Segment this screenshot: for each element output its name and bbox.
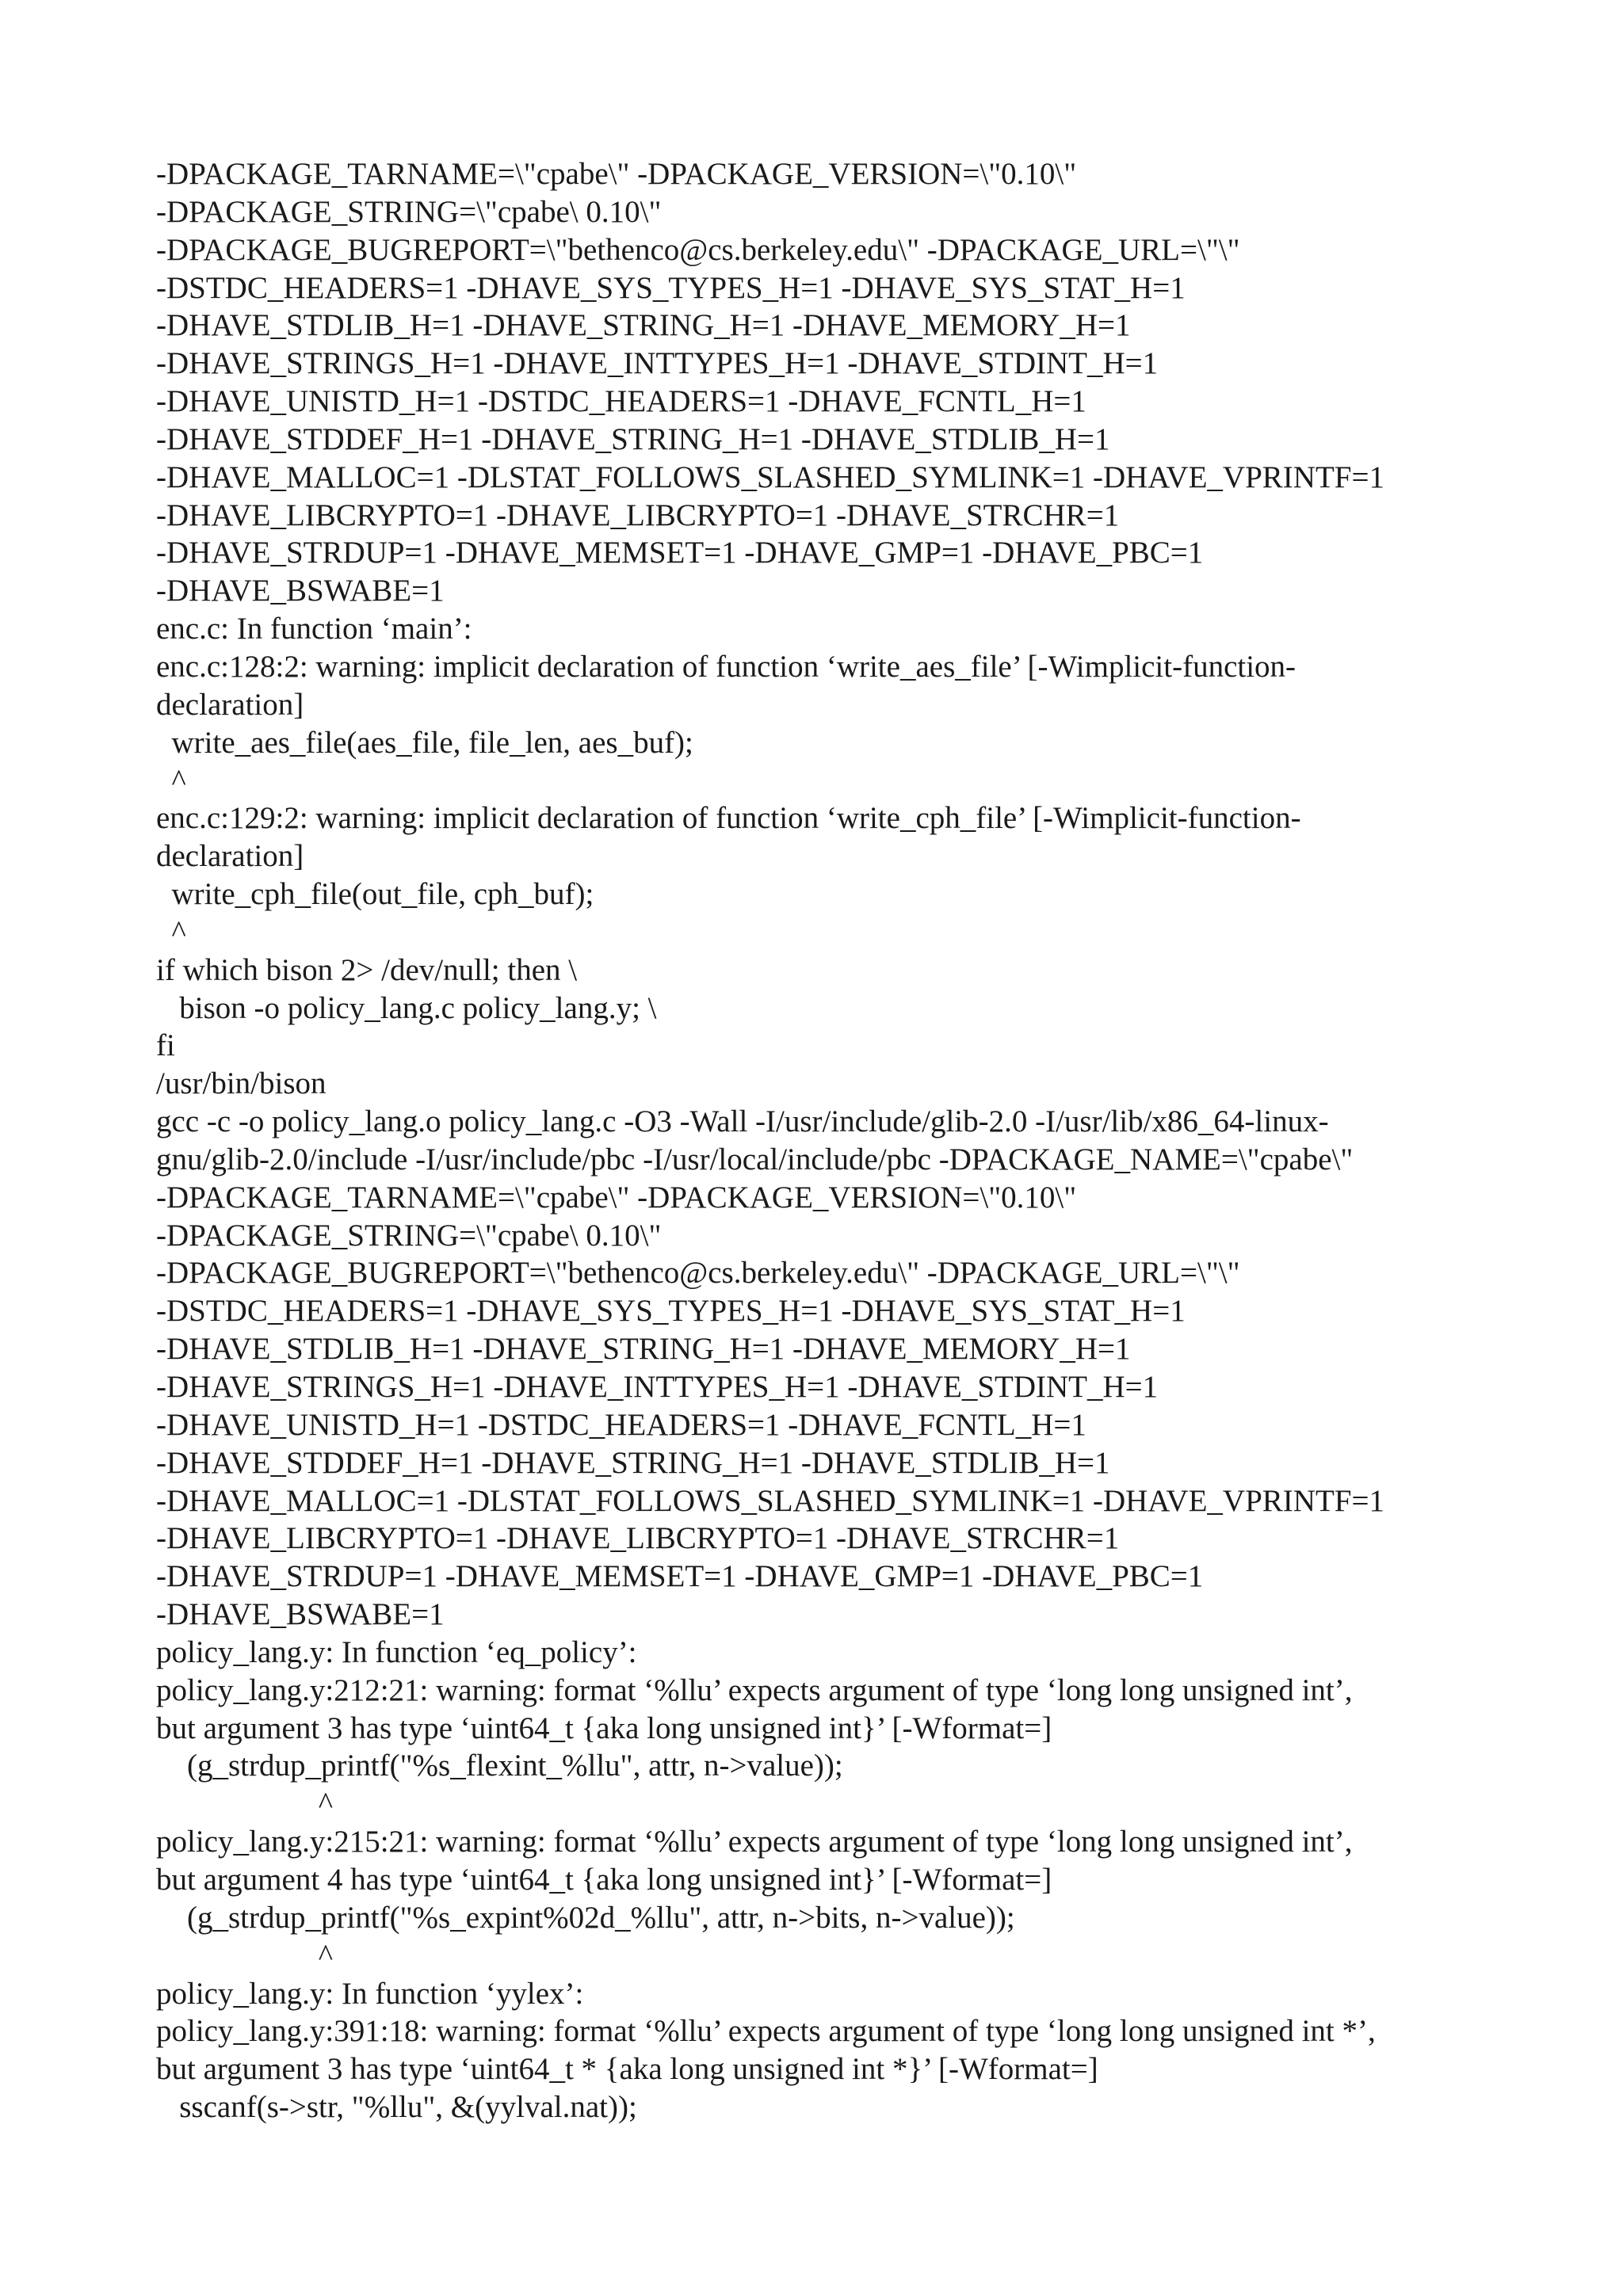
log-line: fi — [156, 1028, 175, 1063]
log-line: policy_lang.y: In function ‘yylex’: — [156, 1976, 584, 2011]
log-line: -DPACKAGE_TARNAME=\"cpabe\" -DPACKAGE_VERSION=\"0.10\" — [156, 1180, 1077, 1215]
log-line: declaration] — [156, 687, 304, 722]
log-line: -DHAVE_STDLIB_H=1 -DHAVE_STRING_H=1 -DHAVE_MEMORY_H=1 — [156, 308, 1131, 343]
log-line: policy_lang.y:215:21: warning: format ‘%llu’ expects argument of type ‘long long unsigned int’, — [156, 1825, 1353, 1859]
log-line: -DHAVE_LIBCRYPTO=1 -DHAVE_LIBCRYPTO=1 -DHAVE_STRCHR=1 — [156, 1521, 1120, 1556]
log-line: -DHAVE_STDDEF_H=1 -DHAVE_STRING_H=1 -DHAVE_STDLIB_H=1 — [156, 1445, 1110, 1480]
log-line: -DHAVE_UNISTD_H=1 -DSTDC_HEADERS=1 -DHAVE_FCNTL_H=1 — [156, 1407, 1086, 1442]
log-line: gcc -c -o policy_lang.o policy_lang.c -O3 -Wall -I/usr/include/glib-2.0 -I/usr/lib/x86_64-linux- — [156, 1104, 1329, 1139]
log-line: policy_lang.y: In function ‘eq_policy’: — [156, 1634, 637, 1669]
log-line: -DHAVE_STRINGS_H=1 -DHAVE_INTTYPES_H=1 -DHAVE_STDINT_H=1 — [156, 346, 1159, 381]
log-line: ^ — [156, 914, 186, 949]
log-line: -DSTDC_HEADERS=1 -DHAVE_SYS_TYPES_H=1 -DHAVE_SYS_STAT_H=1 — [156, 270, 1186, 305]
log-line: -DPACKAGE_TARNAME=\"cpabe\" -DPACKAGE_VERSION=\"0.10\" — [156, 157, 1077, 191]
log-line: -DHAVE_STDDEF_H=1 -DHAVE_STRING_H=1 -DHAVE_STDLIB_H=1 — [156, 421, 1110, 456]
log-line: -DPACKAGE_STRING=\"cpabe\ 0.10\" — [156, 194, 662, 229]
log-line: -DPACKAGE_STRING=\"cpabe\ 0.10\" — [156, 1218, 662, 1253]
log-line: enc.c:128:2: warning: implicit declaration of function ‘write_aes_file’ [-Wimplicit-function- — [156, 649, 1296, 684]
log-line: enc.c:129:2: warning: implicit declaration of function ‘write_cph_file’ [-Wimplicit-function- — [156, 801, 1301, 836]
log-line: policy_lang.y:212:21: warning: format ‘%llu’ expects argument of type ‘long long unsigned int’, — [156, 1672, 1353, 1707]
log-line: (g_strdup_printf("%s_flexint_%llu", attr, n->value)); — [156, 1749, 843, 1783]
log-line: -DHAVE_UNISTD_H=1 -DSTDC_HEADERS=1 -DHAVE_FCNTL_H=1 — [156, 384, 1086, 419]
log-line: policy_lang.y:391:18: warning: format ‘%llu’ expects argument of type ‘long long unsigned int *’, — [156, 2014, 1376, 2049]
log-line: if which bison 2> /dev/null; then \ — [156, 952, 578, 987]
log-line: -DHAVE_BSWABE=1 — [156, 574, 445, 608]
log-line: -DSTDC_HEADERS=1 -DHAVE_SYS_TYPES_H=1 -DHAVE_SYS_STAT_H=1 — [156, 1294, 1186, 1329]
log-line: enc.c: In function ‘main’: — [156, 612, 472, 646]
log-line: gnu/glib-2.0/include -I/usr/include/pbc -I/usr/local/include/pbc -DPACKAGE_NAME=\"cpabe\" — [156, 1142, 1354, 1177]
log-line: -DHAVE_MALLOC=1 -DLSTAT_FOLLOWS_SLASHED_SYMLINK=1 -DHAVE_VPRINTF=1 — [156, 460, 1384, 494]
log-line: -DPACKAGE_BUGREPORT=\"bethenco@cs.berkeley.edu\" -DPACKAGE_URL=\"\" — [156, 232, 1240, 267]
log-line: -DHAVE_STRDUP=1 -DHAVE_MEMSET=1 -DHAVE_GMP=1 -DHAVE_PBC=1 — [156, 1559, 1204, 1594]
log-line: declaration] — [156, 839, 304, 874]
log-line: -DHAVE_LIBCRYPTO=1 -DHAVE_LIBCRYPTO=1 -DHAVE_STRCHR=1 — [156, 498, 1120, 532]
log-line: but argument 3 has type ‘uint64_t {aka long unsigned int}’ [-Wformat=] — [156, 1711, 1052, 1745]
log-line: /usr/bin/bison — [156, 1066, 327, 1101]
log-line: -DHAVE_STRINGS_H=1 -DHAVE_INTTYPES_H=1 -DHAVE_STDINT_H=1 — [156, 1370, 1159, 1404]
log-line: -DHAVE_MALLOC=1 -DLSTAT_FOLLOWS_SLASHED_SYMLINK=1 -DHAVE_VPRINTF=1 — [156, 1483, 1384, 1518]
log-line: sscanf(s->str, "%llu", &(yylval.nat)); — [156, 2090, 637, 2125]
log-line: but argument 3 has type ‘uint64_t * {aka long unsigned int *}’ [-Wformat=] — [156, 2052, 1098, 2087]
log-line: -DPACKAGE_BUGREPORT=\"bethenco@cs.berkeley.edu\" -DPACKAGE_URL=\"\" — [156, 1256, 1240, 1291]
log-line: bison -o policy_lang.c policy_lang.y; \ — [156, 990, 657, 1025]
log-line: write_aes_file(aes_file, file_len, aes_buf); — [156, 725, 693, 760]
build-log-text — [156, 155, 1503, 2126]
log-line: -DHAVE_STDLIB_H=1 -DHAVE_STRING_H=1 -DHAVE_MEMORY_H=1 — [156, 1332, 1131, 1367]
log-line: (g_strdup_printf("%s_expint%02d_%llu", attr, n->bits, n->value)); — [156, 1900, 1015, 1935]
log-line: -DHAVE_BSWABE=1 — [156, 1597, 445, 1632]
log-line: but argument 4 has type ‘uint64_t {aka long unsigned int}’ [-Wformat=] — [156, 1862, 1052, 1897]
log-line: ^ — [156, 1938, 334, 1973]
log-line: ^ — [156, 1787, 334, 1821]
log-line: write_cph_file(out_file, cph_buf); — [156, 877, 594, 912]
log-line: -DHAVE_STRDUP=1 -DHAVE_MEMSET=1 -DHAVE_GMP=1 -DHAVE_PBC=1 — [156, 536, 1204, 570]
log-line: ^ — [156, 763, 186, 798]
